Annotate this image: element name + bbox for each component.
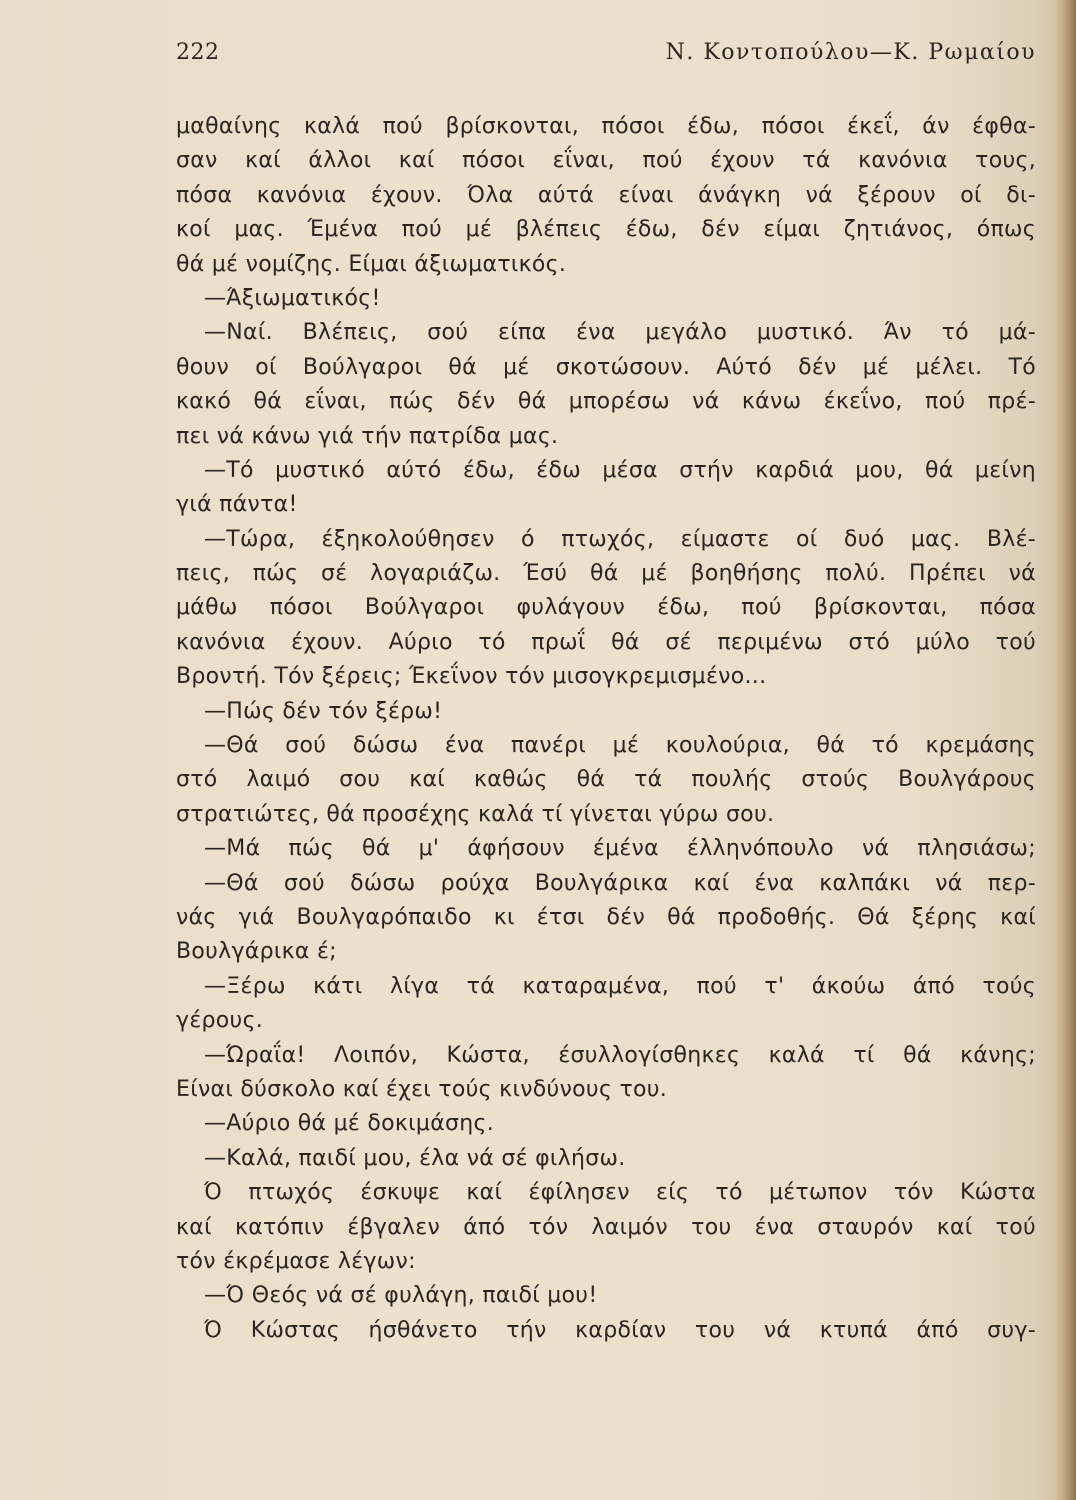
text-line: στό λαιμό σου καί καθώς θά τά πουλής στούς Βουλγάρους — [176, 767, 1036, 793]
text-line: σαν καί άλλοι καί πόσοι εΐναι, πού έχουν τά κανόνια τους, — [176, 148, 1036, 174]
text-line: πει νά κάνω γιά τήν πατρίδα μας. — [176, 423, 559, 449]
text-line: πεις, πώς σέ λογαριάζω. Έσύ θά μέ βοηθήσης πολύ. Πρέπει νά — [176, 561, 1036, 587]
text-line: γέρους. — [176, 1008, 264, 1034]
text-line: —Ξέρω κάτι λίγα τά καταραμένα, πού τ' άκούω άπό τούς — [204, 973, 1036, 999]
text-line: Είναι δύσκολο καί έχει τούς κινδύνους του. — [176, 1076, 668, 1102]
text-line: κακό θά εΐναι, πώς δέν θά μπορέσω νά κάνω έκεΐνο, πού πρέ- — [176, 389, 1036, 415]
text-line: —Τό μυστικό αύτό έδω, έδω μέσα στήν καρδιά μου, θά μείνη — [204, 457, 1036, 483]
book-spine-edge — [1054, 0, 1076, 1500]
text-line: —Ό Θεός νά σέ φυλάγη, παιδί μου! — [204, 1283, 598, 1309]
text-line: —Πώς δέν τόν ξέρω! — [204, 698, 443, 724]
text-line: —Καλά, παιδί μου, έλα νά σέ φιλήσω. — [204, 1145, 626, 1171]
text-line: γιά πάντα! — [176, 492, 298, 518]
body-text — [176, 110, 1036, 1348]
text-line: —Άξιωματικός! — [204, 285, 381, 311]
text-line: Βροντή. Τόν ξέρεις; Έκεΐνον τόν μισογκρεμισμένο... — [176, 664, 767, 690]
page-header — [176, 40, 1036, 74]
text-line: πόσα κανόνια έχουν. Όλα αύτά είναι άνάγκη νά ξέρουν οί δι- — [176, 182, 1036, 208]
text-line: —Αύριο θά μέ δοκιμάσης. — [204, 1111, 494, 1137]
text-line: —Ναί. Βλέπεις, σού είπα ένα μεγάλο μυστικό. Άν τό μά- — [204, 320, 1036, 346]
text-line: Ό πτωχός έσκυψε καί έφίλησεν είς τό μέτωπον τόν Κώστα — [204, 1180, 1036, 1206]
text-line: στρατιώτες, θά προσέχης καλά τί γίνεται γύρω σου. — [176, 801, 775, 827]
text-line: μαθαίνης καλά πού βρίσκονται, πόσοι έδω, πόσοι έκεΐ, άν έφθα- — [176, 114, 1036, 139]
page-number: 222 — [176, 40, 220, 65]
text-line: τόν έκρέμασε λέγων: — [176, 1248, 416, 1274]
text-line: —Ώραΐα! Λοιπόν, Κώστα, έσυλλογίσθηκες καλά τί θά κάνης; — [204, 1042, 1036, 1068]
text-line: κοί μας. Έμένα πού μέ βλέπεις έδω, δέν είμαι ζητιάνος, όπως — [176, 217, 1036, 243]
text-line: κανόνια έχουν. Αύριο τό πρωΐ θά σέ περιμένω στό μύλο τού — [176, 629, 1036, 655]
text-line: μάθω πόσοι Βούλγαροι φυλάγουν έδω, πού βρίσκονται, πόσα — [176, 595, 1036, 621]
text-line: θά μέ νομίζης. Είμαι άξιωματικός. — [176, 251, 567, 277]
text-line: Ό Κώστας ήσθάνετο τήν καρδίαν του νά κτυπά άπό συγ- — [204, 1317, 1036, 1343]
text-line: θουν οί Βούλγαροι θά μέ σκοτώσουν. Αύτό δέν μέ μέλει. Τό — [176, 354, 1036, 380]
text-line: —Θά σού δώσω ρούχα Βουλγάρικα καί ένα καλπάκι νά περ- — [204, 870, 1036, 896]
running-title: Ν. Κοντοπούλου—Κ. Ρωμαίου — [665, 40, 1036, 65]
text-line: νάς γιά Βουλγαρόπαιδο κι έτσι δέν θά προδοθής. Θά ξέρης καί — [176, 904, 1036, 930]
text-line: —Τώρα, έξηκολούθησεν ό πτωχός, είμαστε οί δυό μας. Βλέ- — [204, 526, 1036, 552]
text-line: Βουλγάρικα έ; — [176, 939, 337, 965]
text-line: —Μά πώς θά μ' άφήσουν έμένα έλληνόπουλο νά πλησιάσω; — [204, 836, 1036, 862]
text-line: —Θά σού δώσω ένα πανέρι μέ κουλούρια, θά τό κρεμάσης — [204, 733, 1036, 759]
text-line: καί κατόπιν έβγαλεν άπό τόν λαιμόν του ένα σταυρόν καί τού — [176, 1214, 1036, 1240]
